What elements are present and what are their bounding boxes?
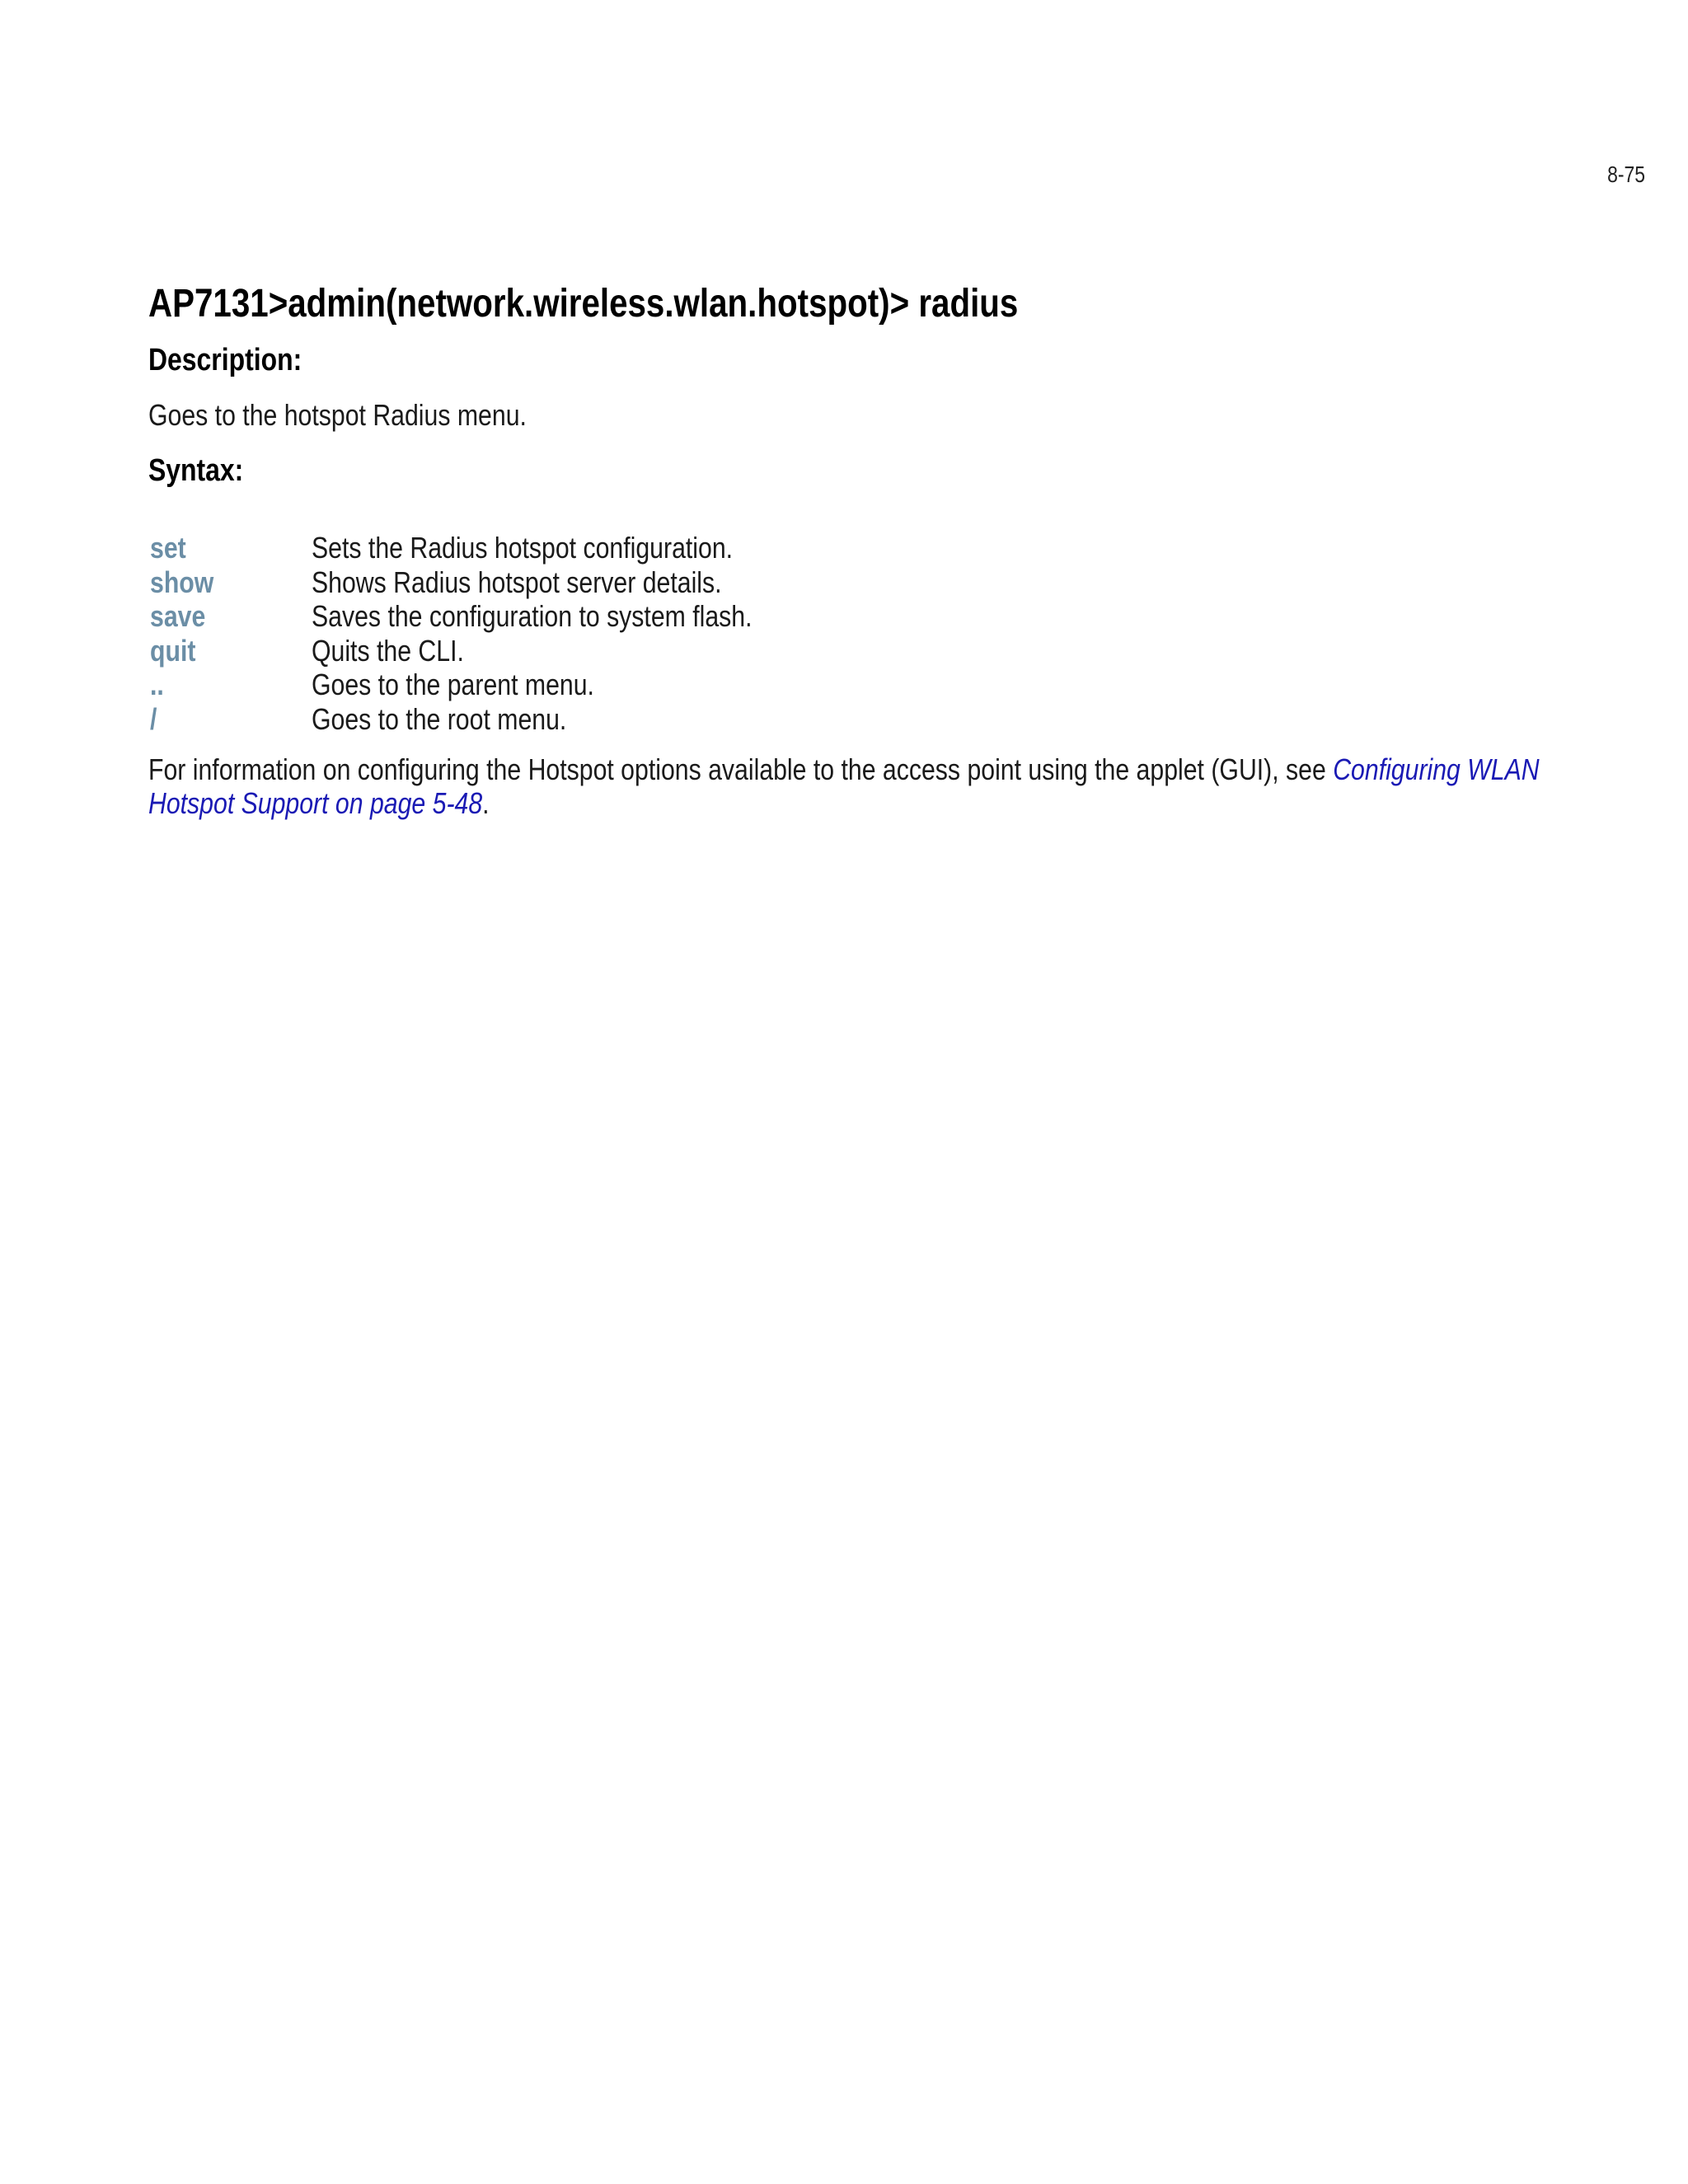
command-row <box>148 702 1550 737</box>
info-paragraph <box>148 752 1550 820</box>
command-key-text: set <box>150 531 186 565</box>
document-content <box>148 280 1550 820</box>
info-line-2 <box>148 786 1550 820</box>
description-text-content: Goes to the hotspot Radius menu. <box>148 398 527 432</box>
info-text: For information on configuring the Hotspot options available to the access point using the applet (GUI), see <box>148 752 1334 786</box>
command-desc-text: Quits the CLI. <box>312 633 464 668</box>
command-desc <box>312 634 493 668</box>
command-row <box>148 668 1550 702</box>
command-key <box>148 565 312 600</box>
command-key-text: quit <box>150 633 196 668</box>
hotspot-support-link[interactable]: Hotspot Support on page 5-48 <box>148 786 483 820</box>
command-table <box>148 531 1550 736</box>
command-key-text: save <box>150 599 206 633</box>
command-key <box>148 702 312 737</box>
configuring-wlan-link[interactable]: Configuring WLAN <box>1333 752 1540 786</box>
info-line-1-content <box>148 752 1540 786</box>
command-desc <box>312 599 836 634</box>
command-desc-text: Goes to the root menu. <box>312 701 567 736</box>
command-desc <box>312 702 615 737</box>
description-text <box>148 397 1550 434</box>
command-key <box>148 634 312 668</box>
syntax-heading <box>148 452 1550 490</box>
command-desc-text: Shows Radius hotspot server details. <box>312 565 722 599</box>
command-desc-text: Goes to the parent menu. <box>312 668 594 701</box>
command-row <box>148 634 1550 668</box>
command-key-text: show <box>150 565 214 599</box>
description-heading <box>148 341 1550 379</box>
command-desc <box>312 565 799 600</box>
command-key <box>148 668 312 702</box>
command-key <box>148 599 312 634</box>
command-row <box>148 565 1550 600</box>
command-desc <box>312 531 813 565</box>
command-key <box>148 531 312 565</box>
page-title-text: AP7131>admin(network.wireless.wlan.hotspot)> radius <box>148 282 1019 326</box>
command-key-text: / <box>150 701 157 736</box>
info-line-1 <box>148 752 1550 786</box>
info-line-2-content <box>148 786 490 820</box>
command-desc <box>312 668 648 702</box>
info-text-end: . <box>482 786 490 820</box>
command-key-text: .. <box>150 668 164 701</box>
syntax-heading-text: Syntax: <box>148 453 244 488</box>
command-desc-text: Sets the Radius hotspot configuration. <box>312 531 734 565</box>
command-row <box>148 599 1550 634</box>
page-number-text: 8-75 <box>1607 162 1645 187</box>
page-number <box>1607 162 1645 188</box>
description-heading-text: Description: <box>148 343 302 377</box>
command-row <box>148 531 1550 565</box>
page-title <box>148 280 1550 328</box>
command-desc-text: Saves the configuration to system flash. <box>312 599 753 633</box>
